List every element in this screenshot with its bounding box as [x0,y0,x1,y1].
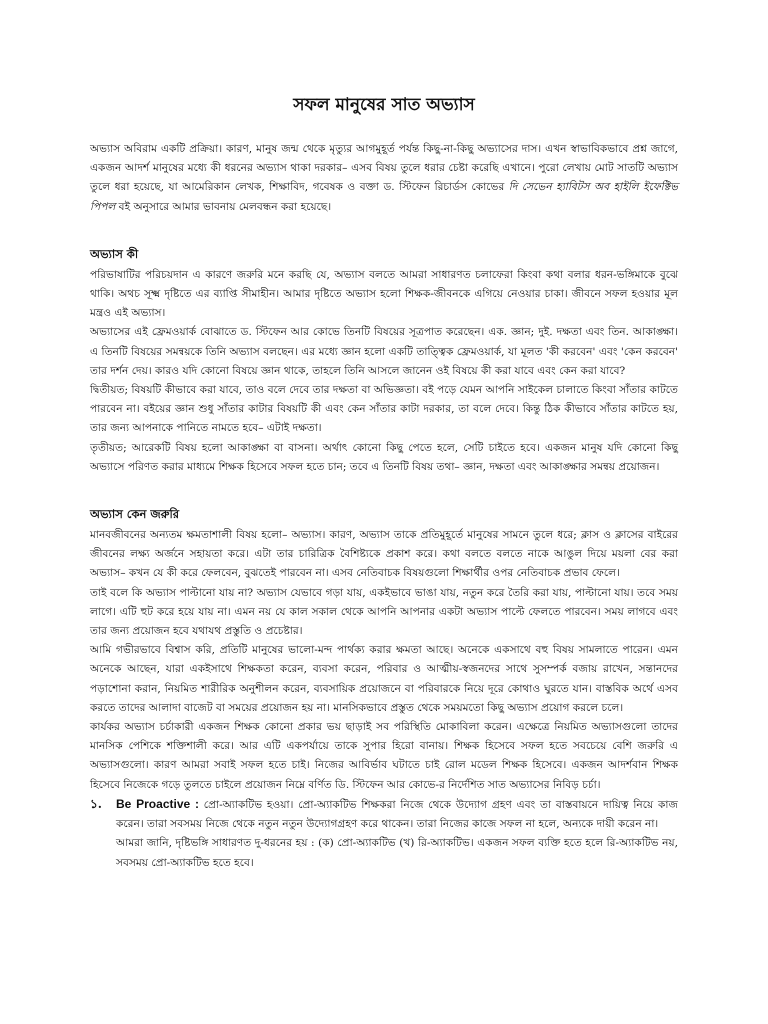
list-item-label: Be Proactive : [116,796,199,811]
list-item-text: প্রো-অ্যাকটিভ হওয়া। প্রো-অ্যাকটিভ শিক্ষকরা নিজে থেকে উদ্যোগ গ্রহণ এবং তা বাস্তবায়নে দায়িত্ব নিয়ে কাজ করেন। তারা সবসময় নিজে থেকে নতুন নতুন উদ্যোগগ্রহণ করে থাকেন। তারা নিজের কাজে সফল না হলে, অন্যকে দায়ী করেন না। [116,798,678,831]
section-heading-why-habit: অভ্যাস কেন জরুরি [90,507,180,522]
spacer [90,477,678,505]
spacer [90,217,678,245]
section1-paragraph-2: অভ্যাসের এই ফ্রেমওয়ার্ক বোঝাতে ড. স্টিফেন আর কোভে তিনটি বিষয়ের সূত্রপাত করেছেন। এক. জ্ঞান; দুই. দক্ষতা এবং তিন. আকাঙ্ক্ষা। এ তিনটি বিষয়ের সমন্বয়কে তিনি অভ্যাস বলছেন। এর মধ্যে জ্ঞান হলো একটি তাত্ত্বিক ফ্রেমওয়ার্ক, যা মূলত 'কী করবেন' এবং 'কেন করবেন' তার দর্শন দেয়। কারও যদি কোনো বিষয়ে জ্ঞান থাকে, তাহলে তিনি আসলে জানেন ওই বিষয়ে কী করা যাবে এবং কেন করা যাবে? [90,326,678,377]
section1-paragraph-3: দ্বিতীয়ত; বিষয়টি কীভাবে করা যাবে, তাও বলে দেবে তার দক্ষতা বা অভিজ্ঞতা। বই পড়ে যেমন আপনি সাইকেল চালাতে কিংবা সাঁতার কাটতে পারবেন না। বইয়ের জ্ঞান শুধু সাঁতার কাটার বিষয়টি কী এবং কেন সাঁতার কাটা দরকার, তা বলে দেবে। কিন্তু ঠিক কীভাবে সাঁতার কাটতে হয়, তার জন্য আপনাকে পানিতে নামতে হবে– এটাই দক্ষতা। [90,384,678,435]
section2-paragraph-3: আমি গভীরভাবে বিশ্বাস করি, প্রতিটি মানুষের ভালো-মন্দ পার্থক্য করার ক্ষমতা আছে। অনেকে একসাথে বহু বিষয় সামলাতে পারেন। এমন অনেকে আছেন, যারা একইসাথে শিক্ষকতা করেন, ব্যবসা করেন, পরিবার ও আত্মীয়-স্বজনদের সাথে সুসম্পর্ক বজায় রাখেন, সন্তানদের পড়াশোনা করান, নিয়মিত শারীরিক অনুশীলন করেন, ব্যবসায়িক প্রয়োজনে বা পরিবারকে নিয়ে দূরে কোথাও ঘুরতে যান। বাস্তবিক অর্থে এসব করতে তাদের আলাদা বাজেট বা সময়ের প্রয়োজন হয় না। মানসিকভাবে প্রস্তুত থেকে সময়মতো কিছু অভ্যাস প্রয়োগ করলে চলে। [90,644,678,714]
intro-text: অভ্যাস অবিরাম একটি প্রক্রিয়া। কারণ, মানুষ জন্ম থেকে মৃত্যুর আগমুহূর্ত পর্যন্ত কিছু-না-কিছু অভ্যাসের দাস। এখন স্বাভাবিকভাবে প্রশ্ন জাগে, একজন আদর্শ মানুষের মধ্যে কী ধরনের অভ্যাস থাকা দরকার– এসব বিষয় তুলে ধরার চেষ্টা করেছি এখানে। পুরো লেখায় মোট সাতটি অভ্যাস তুলে ধরা হয়েছে, যা আমেরিকান লেখক, শিক্ষাবিদ, গবেষক ও বক্তা ড. স্টিফেন রিচার্ডস কোভের [90,143,678,194]
section2-paragraph-2: তাই বলে কি অভ্যাস পাল্টানো যায় না? অভ্যাস যেভাবে গড়া যায়, একইভাবে ভাঙা যায়, নতুন করে তৈরি করা যায়, পাল্টানো যায়। তবে সময় লাগে। এটি হুট করে হয়ে যায় না। এমন নয় যে কাল সকাল থেকে আপনি আপনার একটা অভ্যাস পাল্টে ফেলতে পারবেন। সময় লাগবে এবং তার জন্য প্রয়োজন হবে যথাযথ প্রস্তুতি ও প্রচেষ্টার। [90,586,678,638]
page-title: সফল মানুষের সাত অভ্যাস [293,95,475,115]
section-heading-what-is-habit: অভ্যাস কী [90,246,139,261]
intro-paragraph [90,140,678,217]
section1-paragraph-1: পরিভাষাটির পরিচয়দান এ কারণে জরুরি মনে করছি যে, অভ্যাস বলতে আমরা সাধারণত চলাফেরা কিংবা কথা বলার ধরন-ভঙ্গিমাকে বুঝে থাকি। অথচ সূক্ষ্ম দৃষ্টিতে এর ব্যাপ্তি সীমাহীন। আমার দৃষ্টিতে অভ্যাস হলো শিক্ষক-জীবনকে এগিয়ে নেওয়ার চাকা। জীবনে সফল হওয়ার মূল মন্ত্রও এই অভ্যাস। [90,268,678,320]
section2-paragraph-1: মানবজীবনের অন্যতম ক্ষমতাশালী বিষয় হলো– অভ্যাস। কারণ, অভ্যাস তাকে প্রতিমুহূর্তে মানুষের সামনে তুলে ধরে; ক্লাস ও ক্লাসের বাইরের জীবনের লক্ষ্য অর্জনে সহায়তা করে। এটা তার চারিত্রিক বৈশিষ্ট্যকে প্রকাশ করে। কথা বলতে বলতে নাকে আঙুল দিয়ে ময়লা বের করা অভ্যাস– কখন যে কী করে ফেলবেন, বুঝতেই পারবেন না। এসব নেতিবাচক বিষয়গুলো শিক্ষার্থীর ওপর নেতিবাচক প্রভাব ফেলে। [90,529,678,580]
section1-paragraph-4: তৃতীয়ত; আরেকটি বিষয় হলো আকাঙ্ক্ষা বা বাসনা। অর্থাৎ কোনো কিছু পেতে হলে, সেটি চাইতে হবে। একজন মানুষ যদি কোনো কিছু অভ্যাসে পরিণত করার মাধ্যমে শিক্ষক হিসেবে সফল হতে চান; তবে এ তিনটি বিষয় তথা– জ্ঞান, দক্ষতা এবং আকাঙ্ক্ষার সমন্বয় প্রয়োজন। [90,441,678,473]
section2-paragraph-4: কার্যকর অভ্যাস চর্চাকারী একজন শিক্ষক কোনো প্রকার ভয় ছাড়াই সব পরিস্থিতি মোকাবিলা করেন। এক্ষেত্রে নিয়মিত অভ্যাসগুলো তাদের মানসিক পেশিকে শক্তিশালী করে। আর এটি একপর্যায়ে তাকে সুপার হিরো বানায়। শিক্ষক হিসেবে সফল হতে সবচেয়ে বেশি জরুরি এ অভ্যাসগুলো। কারণ আমরা সবাই সফল হতে চাই। নিজের আবির্ভাব ঘটাতে চাই রোল মডেল শিক্ষক হিসেবে। একজন আদর্শবান শিক্ষক হিসেবে নিজেকে গড়ে তুলতে চাইলে প্রয়োজন নিম্নে বর্ণিত ডি. স্টিফেন আর কোভে-র নির্দেশিত সাত অভ্যাসের নিবিড় চর্চা। [90,721,678,791]
list-number: ১. [90,796,102,811]
intro-tail: বই অনুসারে আমার ভাবনায় মেলবন্ধন করা হয়েছে। [115,200,332,213]
list-item-extra: আমরা জানি, দৃষ্টিভঙ্গি সাধারণত দু-ধরনের হয় : (ক) প্রো-অ্যাকটিভ (খ) রি-অ্যাকটিভ। একজন সফল ব্যক্তি হতে হলে রি-অ্যাকটিভ নয়, সবসময় প্রো-অ্যাকটিভ হতে হবে। [116,837,678,869]
book-title: দি সেভেন হ্যাবিটস অব হাইলি ইফেক্টিভ পিপল [90,181,678,213]
list-body [116,795,678,834]
list-item [90,795,678,834]
